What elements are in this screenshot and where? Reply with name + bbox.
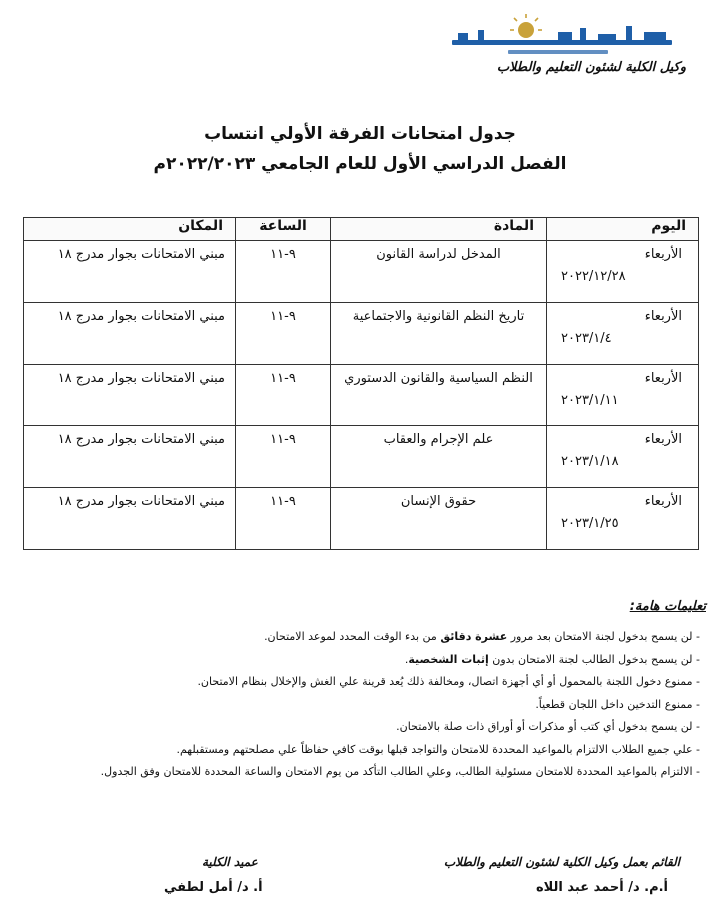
day-cell xyxy=(547,302,699,364)
instruction-text: . xyxy=(404,652,409,666)
header-place: المكان xyxy=(24,218,236,241)
instruction-item xyxy=(20,649,700,672)
place-cell: مبني الامتحانات بجوار مدرج ١٨ xyxy=(24,364,236,426)
instruction-text: - لن يسمح بدخول أي كتب أو مذكرات أو أوراق ذات صلة بالامتحان. xyxy=(396,720,700,733)
page-title: جدول امتحانات الفرقة الأولي انتساب xyxy=(204,124,516,144)
instruction-item xyxy=(20,761,700,784)
instruction-item xyxy=(20,671,700,694)
instruction-text: - علي جميع الطلاب الالتزام بالمواعيد المحددة للامتحان والتواجد قبلها بوقت كافي حفاظاً علي مصلحتهم ومستقبلهم. xyxy=(176,742,700,756)
place-cell: مبني الامتحانات بجوار مدرج ١٨ xyxy=(24,426,236,488)
instruction-item xyxy=(20,716,700,739)
instruction-item xyxy=(20,694,700,717)
day-cell xyxy=(547,364,699,426)
table-row xyxy=(24,488,699,550)
time-cell: ٩-١١ xyxy=(236,241,331,303)
day-name: الأربعاء xyxy=(644,432,682,448)
signature-vice-dean-title: القائم بعمل وكيل الكلية لشئون التعليم والطلاب xyxy=(443,855,680,869)
day-date: ٢٠٢٢/١٢/٢٨ xyxy=(561,269,626,284)
office-heading: وكيل الكلية لشئون التعليم والطلاب xyxy=(496,60,686,75)
table-row xyxy=(24,364,699,426)
exam-schedule-table xyxy=(23,217,699,550)
table-row xyxy=(24,426,699,488)
instruction-text: - لن يسمح بدخول لجنة الامتحان بعد مرور xyxy=(507,630,700,643)
logo-icon xyxy=(448,12,680,60)
day-name: الأربعاء xyxy=(644,308,682,324)
header-subject: المادة xyxy=(331,218,547,241)
page-subtitle: الفصل الدراسي الأول للعام الجامعي ٢٠٢٢/٢٠٢٣م xyxy=(153,154,567,174)
instruction-emphasis: إثبات الشخصية xyxy=(408,652,489,666)
subject-cell: حقوق الإنسان xyxy=(331,488,547,550)
place-cell: مبني الامتحانات بجوار مدرج ١٨ xyxy=(24,488,236,550)
instruction-text: - الالتزام بالمواعيد المحددة للامتحان مسئولية الطالب، وعلي الطالب التأكد من يوم الامتحان والساعة المحددة للامتحان وفق الجدول. xyxy=(100,765,700,778)
university-logo xyxy=(448,12,680,60)
table-row xyxy=(24,302,699,364)
time-cell: ٩-١١ xyxy=(236,364,331,426)
day-date: ٢٠٢٣/١/١١ xyxy=(561,392,619,408)
signature-vice-dean-name: أ.م. د/ أحمد عبد اللاه xyxy=(535,880,668,895)
time-cell: ٩-١١ xyxy=(236,302,331,364)
place-cell: مبني الامتحانات بجوار مدرج ١٨ xyxy=(24,241,236,303)
subject-cell: تاريخ النظم القانونية والاجتماعية xyxy=(331,302,547,364)
subject-cell: المدخل لدراسة القانون xyxy=(331,241,547,303)
instruction-text: - ممنوع دخول اللجنة بالمحمول أو أي أجهزة اتصال، ومخالفة ذلك يُعد قرينة علي الغش والإخلال بنظام الامتحان. xyxy=(197,675,700,688)
day-name: الأربعاء xyxy=(644,370,682,386)
day-cell xyxy=(547,426,699,488)
day-date: ٢٠٢٣/١/١٨ xyxy=(561,454,619,470)
subject-cell: النظم السياسية والقانون الدستوري xyxy=(331,364,547,426)
header-time: الساعة xyxy=(236,218,331,241)
instruction-item xyxy=(20,739,700,762)
instruction-item xyxy=(20,626,700,649)
instruction-text: - لن يسمح بدخول الطالب لجنة الامتحان بدون xyxy=(488,652,700,666)
signature-dean-title: عميد الكلية xyxy=(202,855,258,869)
table-header-row xyxy=(24,218,699,241)
instruction-emphasis: عشرة دقائق xyxy=(440,630,508,643)
day-date: ٢٠٢٣/١/٤ xyxy=(561,330,612,346)
instructions-title: تعليمات هامة: xyxy=(629,599,706,614)
time-cell: ٩-١١ xyxy=(236,488,331,550)
time-cell: ٩-١١ xyxy=(236,426,331,488)
subject-cell: علم الإجرام والعقاب xyxy=(331,426,547,488)
table-row xyxy=(24,241,699,303)
day-name: الأربعاء xyxy=(644,494,682,510)
place-cell: مبني الامتحانات بجوار مدرج ١٨ xyxy=(24,302,236,364)
signature-dean-name: أ. د/ أمل لطفي xyxy=(164,880,263,895)
instruction-text: - ممنوع التدخين داخل اللجان قطعياً. xyxy=(535,697,700,711)
instruction-text: من بدء الوقت المحدد لموعد الامتحان. xyxy=(264,630,441,643)
day-date: ٢٠٢٣/١/٢٥ xyxy=(561,516,619,532)
header-day: اليوم xyxy=(547,218,699,241)
instructions-list xyxy=(20,626,700,784)
day-cell xyxy=(547,488,699,550)
day-cell xyxy=(547,241,699,303)
day-name: الأربعاء xyxy=(644,247,682,262)
